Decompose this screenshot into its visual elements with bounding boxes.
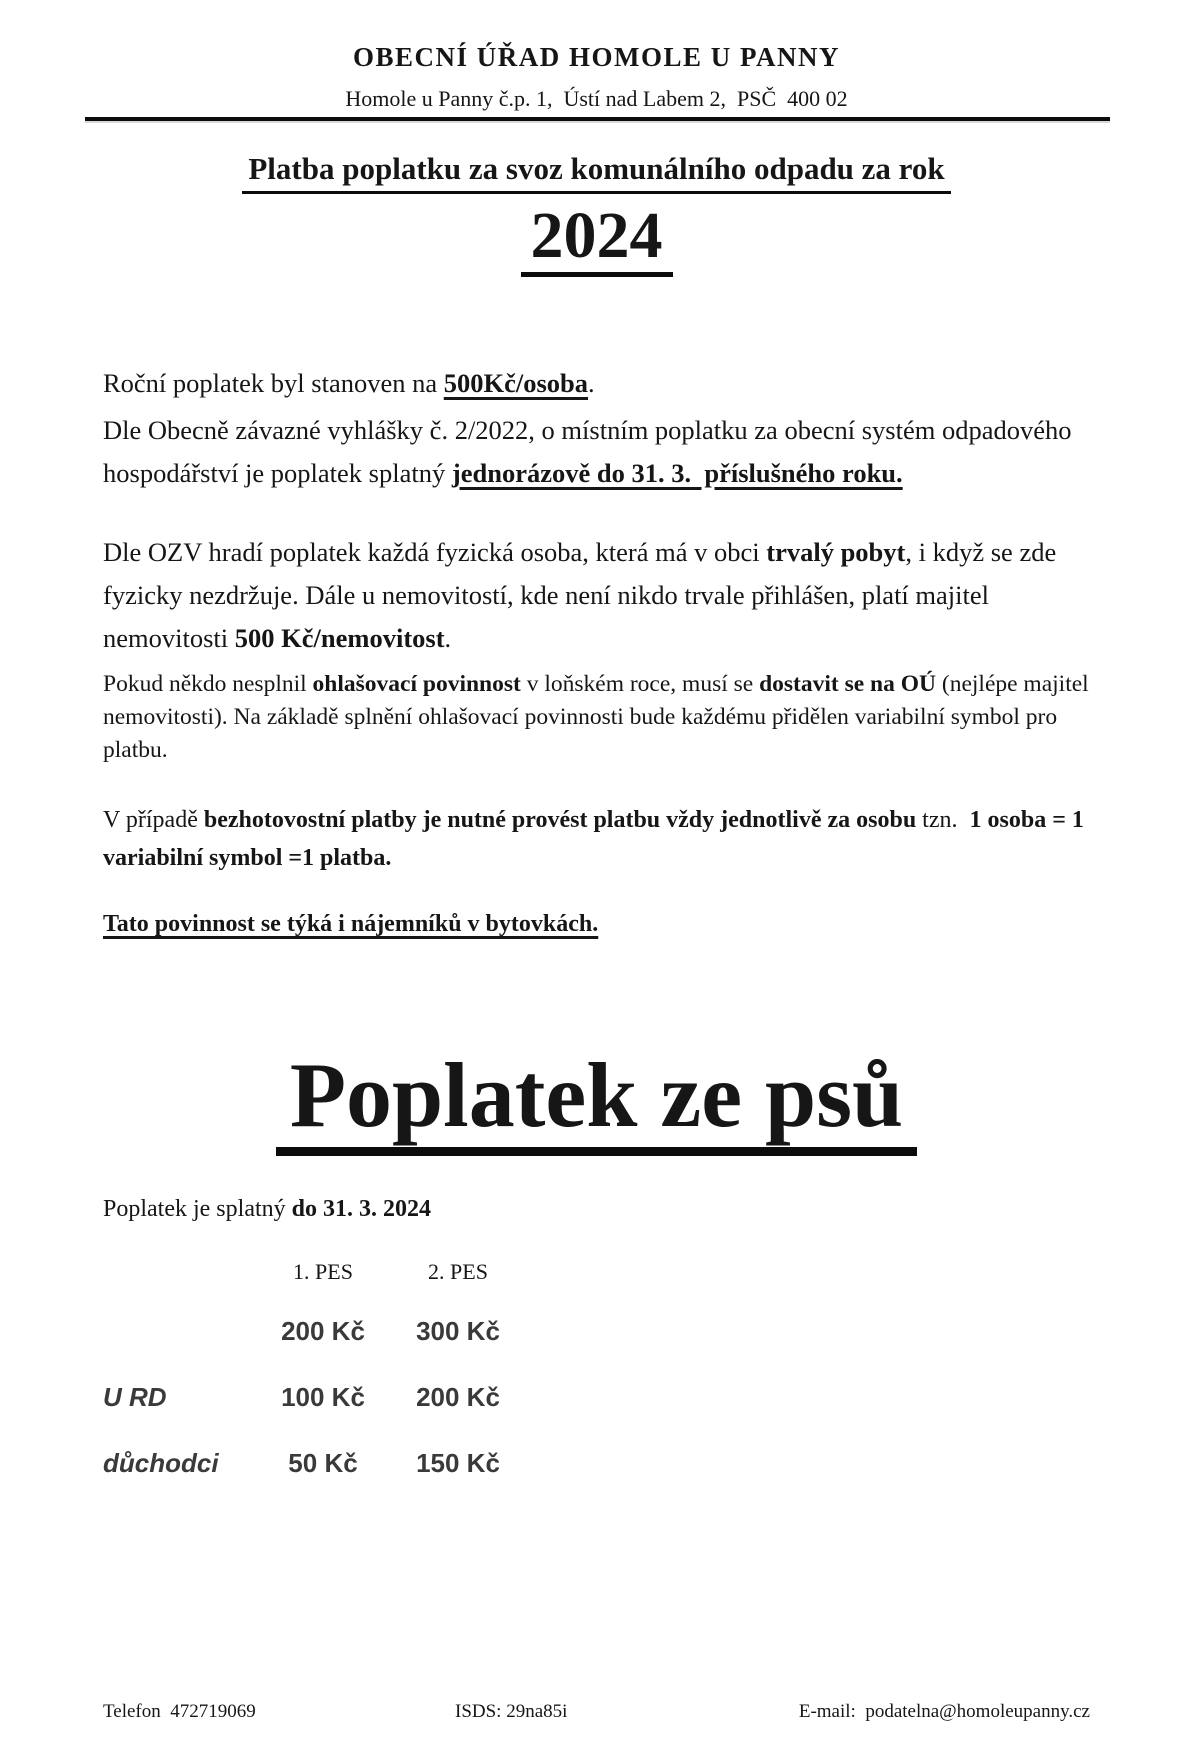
- fee-col-header-pes1: 1. PES: [293, 1259, 353, 1284]
- dog-fee-due-line: [103, 1194, 1090, 1224]
- text-run: Roční poplatek byl stanoven na: [103, 368, 444, 398]
- doc-title: [103, 151, 1090, 194]
- doc-year-text: 2024: [521, 204, 673, 277]
- paragraph-tenants-note: [103, 909, 1090, 939]
- text-run: .: [444, 623, 452, 653]
- text-run: .: [588, 368, 595, 398]
- text-run: V případě: [103, 807, 204, 833]
- paragraph-ozv: [103, 531, 1090, 660]
- doc-title-text: Platba poplatku za svoz komunálního odpadu za rok: [242, 151, 950, 194]
- footer-isds: ISDS: 29na85i: [455, 1701, 568, 1722]
- fee-col-header-pes2: 2. PES: [428, 1259, 488, 1284]
- fee-per-property: 500 Kč/nemovitost: [234, 623, 445, 653]
- dog-fee-heading: [103, 1044, 1090, 1156]
- paragraph-cashless-payment: [103, 801, 1090, 877]
- text-run: tzn.: [916, 807, 970, 833]
- fee-value-pes2: 200 Kč: [416, 1382, 500, 1412]
- text-run: v loňském roce, musí se: [520, 671, 760, 697]
- cashless-rule: bezhotovostní platby je nutné provést platbu vždy jednotlivě za osobu: [203, 807, 917, 833]
- fee-table-header-empty: [103, 1258, 248, 1286]
- due-deadline: jednorázově do 31. 3. příslušného roku.: [451, 458, 903, 488]
- fee-table-header-row: [103, 1258, 1090, 1286]
- org-name: OBECNÍ ÚŘAD HOMOLE U PANNY: [352, 42, 840, 72]
- fee-value-pes2: 150 Kč: [416, 1448, 500, 1478]
- text-run: (nejlépe majitel nemovitosti). Na základě splnění ohlašovací povinnosti bude každému přidělen variabilní symbol pro platbu.: [103, 671, 1095, 763]
- table-row: [103, 1316, 1090, 1346]
- visit-office: dostavit se na OÚ: [759, 671, 936, 697]
- paragraph-reporting-duty: [103, 668, 1095, 767]
- one-person-rule: 1 osoba = 1 variabilní symbol =1 platba.: [103, 807, 1090, 871]
- dog-fee-due-date: do 31. 3. 2024: [291, 1196, 431, 1222]
- fee-value-pes1: 100 Kč: [281, 1382, 365, 1412]
- tenants-note: Tato povinnost se týká i nájemníků v bytovkách.: [103, 911, 599, 937]
- org-address: Homole u Panny č.p. 1, Ústí nad Labem 2, PSČ 400 02: [345, 86, 848, 111]
- text-run: Dle OZV hradí poplatek každá fyzická osoba, která má v obci: [103, 537, 767, 567]
- footer-email: E-mail: podatelna@homoleupanny.cz: [798, 1701, 1090, 1722]
- fee-row-label: U RD: [103, 1382, 167, 1412]
- paragraph-decree: [103, 409, 1090, 495]
- dog-fee-table: [103, 1258, 1090, 1478]
- fee-per-person: 500Kč/osoba: [443, 368, 589, 398]
- fee-row-label: důchodci: [103, 1448, 219, 1478]
- fee-row-label: [103, 1316, 248, 1346]
- text-run: Pokud někdo nesplnil: [103, 671, 313, 697]
- reporting-duty: ohlašovací povinnost: [312, 671, 521, 697]
- fee-value-pes1: 50 Kč: [288, 1448, 358, 1478]
- footer-telefon: Telefon 472719069: [103, 1701, 256, 1722]
- table-row: [103, 1382, 1090, 1412]
- fee-value-pes2: 300 Kč: [416, 1316, 500, 1346]
- paragraph-annual-fee: [103, 363, 1090, 404]
- table-row: [103, 1448, 1090, 1478]
- text-run: Dle Obecně závazné vyhlášky č. 2/2022, o místním poplatku za obecní systém odpadového hospodářství je poplatek splatný: [103, 415, 1079, 488]
- permanent-residence: trvalý pobyt: [766, 537, 906, 567]
- text-run: , i když se zde fyzicky nezdržuje. Dále u nemovitostí, kde není nikdo trvale přihlášen, platí majitel nemovitosti: [103, 537, 1063, 653]
- doc-year: [103, 199, 1090, 277]
- letterhead-divider: [85, 117, 1110, 121]
- fee-value-pes1: 200 Kč: [281, 1316, 365, 1346]
- text-run: Poplatek je splatný: [103, 1196, 292, 1222]
- dog-fee-heading-text: Poplatek ze psů: [276, 1049, 917, 1156]
